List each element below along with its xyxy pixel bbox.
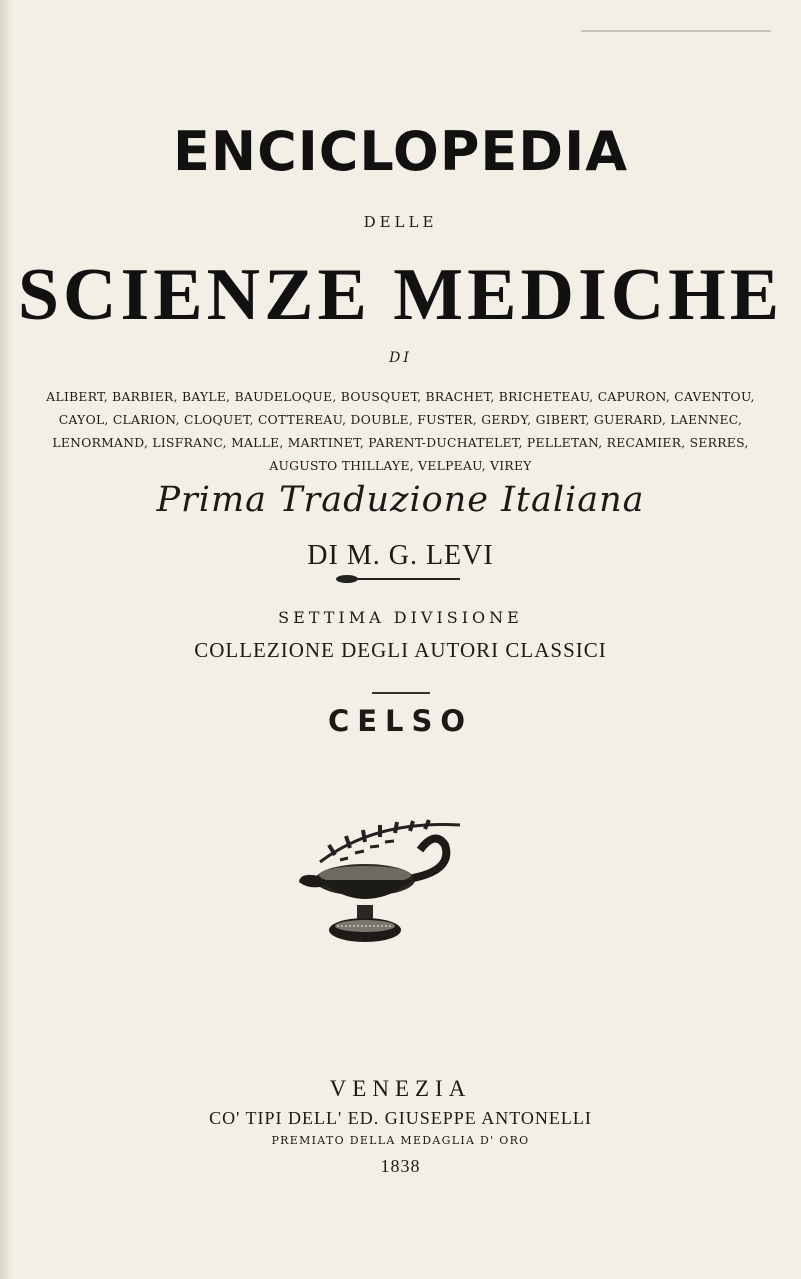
translator: DI M. G. LEVI <box>307 540 494 571</box>
author-name: CELSO <box>327 704 474 738</box>
imprint-printer: CO' TIPI DELL' ED. GIUSEPPE ANTONELLI <box>209 1108 592 1128</box>
main-title: ENCICLOPEDIA <box>173 120 628 183</box>
oil-lamp-with-laurel-icon <box>295 800 465 950</box>
title-connector: DELLE <box>363 213 438 231</box>
by-label: DI <box>389 350 412 366</box>
short-rule <box>372 692 430 694</box>
collection-label: COLLEZIONE DEGLI AUTORI CLASSICI <box>194 638 607 662</box>
authors-list: ALIBERT, BARBIER, BAYLE, BAUDELOQUE, BOUSQUET, BRACHET, BRICHETEAU, CAPURON, CAVENTOU, CAYOL, CLARION, CLOQUET, COTTEREAU, DOUBLE, FUSTER, GERDY, GIBERT, GUERARD, LAENNEC, LENORMAND, LISFRANC, MALLE, MARTINET, PARENT-DUCHATELET, PELLETAN, RECAMIER, SERRES, AUGUSTO THILLAYE, VELPEAU, VIREY <box>46 390 755 473</box>
ornamental-rule <box>342 578 460 580</box>
translation-title: Prima Traduzione Italiana <box>156 480 645 520</box>
subtitle: SCIENZE MEDICHE <box>17 254 784 336</box>
imprint-award: PREMIATO DELLA MEDAGLIA D' ORO <box>271 1134 530 1147</box>
division-label: SETTIMA DIVISIONE <box>278 608 523 627</box>
imprint-city: VENEZIA <box>329 1076 472 1101</box>
corner-stain <box>581 0 771 32</box>
imprint-year: 1838 <box>380 1156 421 1176</box>
